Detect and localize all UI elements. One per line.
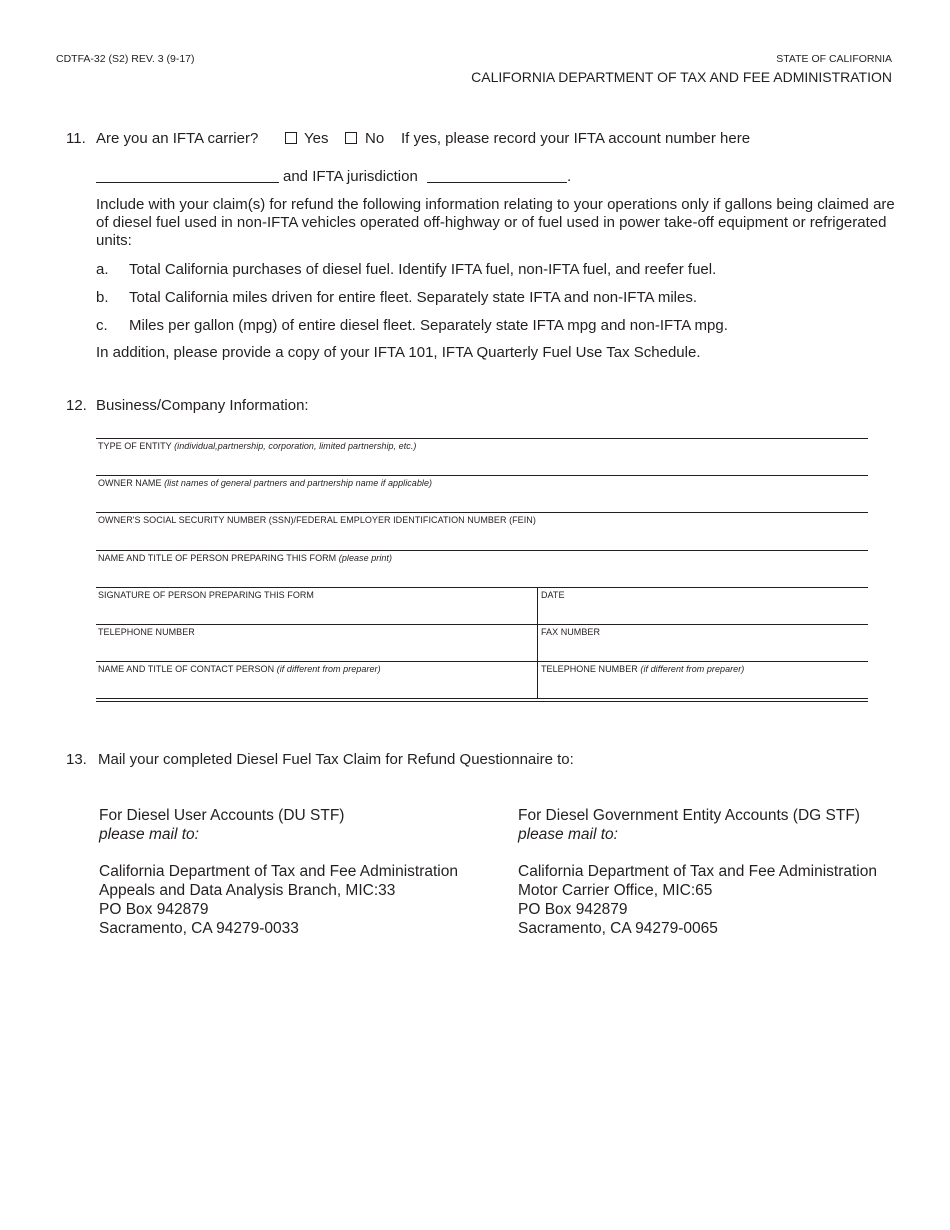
item-a-letter: a. xyxy=(96,261,109,278)
agency-title: CALIFORNIA DEPARTMENT OF TAX AND FEE ADMINISTRATION xyxy=(471,69,892,85)
ifta-jurisdiction-text: and IFTA jurisdiction xyxy=(283,168,418,185)
item-b-text: Total California miles driven for entire fleet. Separately state IFTA and non-IFTA miles. xyxy=(129,289,698,306)
mail-dg-line: Sacramento, CA 94279-0065 xyxy=(518,920,718,937)
date-label: DATE xyxy=(541,590,565,600)
signature-field[interactable] xyxy=(96,588,537,624)
mail-du-sub: please mail to: xyxy=(99,826,199,843)
telephone-field[interactable] xyxy=(96,625,537,661)
state-label: STATE OF CALIFORNIA xyxy=(776,53,892,65)
mail-du-line: Appeals and Data Analysis Branch, MIC:33 xyxy=(99,882,396,899)
ssn-fein-field[interactable] xyxy=(96,513,868,550)
owner-name-field[interactable] xyxy=(96,476,868,512)
q11-question: Are you an IFTA carrier? xyxy=(96,130,259,147)
no-checkbox[interactable] xyxy=(345,132,357,144)
fax-label: FAX NUMBER xyxy=(541,627,601,637)
telephone-label: TELEPHONE NUMBER xyxy=(98,627,195,637)
yes-label: Yes xyxy=(304,130,329,147)
no-label: No xyxy=(365,130,385,147)
mail-dg-sub: please mail to: xyxy=(518,826,618,843)
ifta-jurisdiction-field[interactable] xyxy=(427,182,567,183)
mail-dg-line: California Department of Tax and Fee Administration xyxy=(518,863,877,880)
mail-dg-heading: For Diesel Government Entity Accounts (DG STF) xyxy=(518,807,860,824)
date-field[interactable] xyxy=(538,588,868,624)
entity-type-field[interactable] xyxy=(96,439,868,475)
form-rule xyxy=(96,701,868,702)
mail-dg-block xyxy=(518,806,918,938)
form-number: CDTFA-32 (S2) REV. 3 (9-17) xyxy=(56,53,195,65)
item-c-letter: c. xyxy=(96,317,108,334)
contact-person-label: NAME AND TITLE OF CONTACT PERSON (if different from preparer) xyxy=(98,664,381,674)
q13-title: Mail your completed Diesel Fuel Tax Claim for Refund Questionnaire to: xyxy=(98,751,574,768)
q11-number: 11. xyxy=(66,130,86,147)
q11-instructions: Include with your claim(s) for refund the following information relating to your operations only if gallons being claimed are of diesel fuel used in non-IFTA vehicles operated off-highway or of fuel used in power take-off equipment or refrigerated units: xyxy=(96,196,895,249)
q13-number: 13. xyxy=(66,751,87,768)
item-a-text: Total California purchases of diesel fuel. Identify IFTA fuel, non-IFTA fuel, and reefer fuel. xyxy=(129,261,717,278)
signature-label: SIGNATURE OF PERSON PREPARING THIS FORM xyxy=(98,590,314,600)
mail-du-line: Sacramento, CA 94279-0033 xyxy=(99,920,299,937)
q12-number: 12. xyxy=(66,397,87,414)
q12-title: Business/Company Information: xyxy=(96,397,309,414)
fax-field[interactable] xyxy=(538,625,868,661)
preparer-name-label: NAME AND TITLE OF PERSON PREPARING THIS FORM (please print) xyxy=(98,553,393,563)
ifta-record-text: If yes, please record your IFTA account number here xyxy=(401,130,751,147)
mail-dg-line: Motor Carrier Office, MIC:65 xyxy=(518,882,713,899)
item-b-letter: b. xyxy=(96,289,109,306)
yes-checkbox[interactable] xyxy=(285,132,297,144)
mail-du-heading: For Diesel User Accounts (DU STF) xyxy=(99,807,345,824)
ifta-account-field[interactable] xyxy=(96,182,279,183)
contact-person-field[interactable] xyxy=(96,662,537,698)
form-rule xyxy=(96,698,868,699)
mail-du-block xyxy=(99,806,499,938)
jurisdiction-period: . xyxy=(567,168,572,185)
mail-dg-line: PO Box 942879 xyxy=(518,901,628,918)
owner-name-label: OWNER NAME (list names of general partners and partnership name if applicable) xyxy=(98,478,433,488)
contact-telephone-field[interactable] xyxy=(538,662,868,698)
item-c-text: Miles per gallon (mpg) of entire diesel fleet. Separately state IFTA mpg and non-IFTA mpg. xyxy=(129,317,728,334)
preparer-name-field[interactable] xyxy=(96,551,868,587)
mail-du-line: PO Box 942879 xyxy=(99,901,209,918)
q11-addition: In addition, please provide a copy of your IFTA 101, IFTA Quarterly Fuel Use Tax Schedule. xyxy=(96,344,701,361)
contact-telephone-label: TELEPHONE NUMBER (if different from preparer) xyxy=(541,664,745,674)
entity-type-label: TYPE OF ENTITY (individual,partnership, corporation, limited partnership, etc.) xyxy=(98,441,417,451)
mail-du-line: California Department of Tax and Fee Administration xyxy=(99,863,458,880)
ssn-fein-label: OWNER'S SOCIAL SECURITY NUMBER (SSN)/FEDERAL EMPLOYER IDENTIFICATION NUMBER (FEIN) xyxy=(98,515,536,525)
